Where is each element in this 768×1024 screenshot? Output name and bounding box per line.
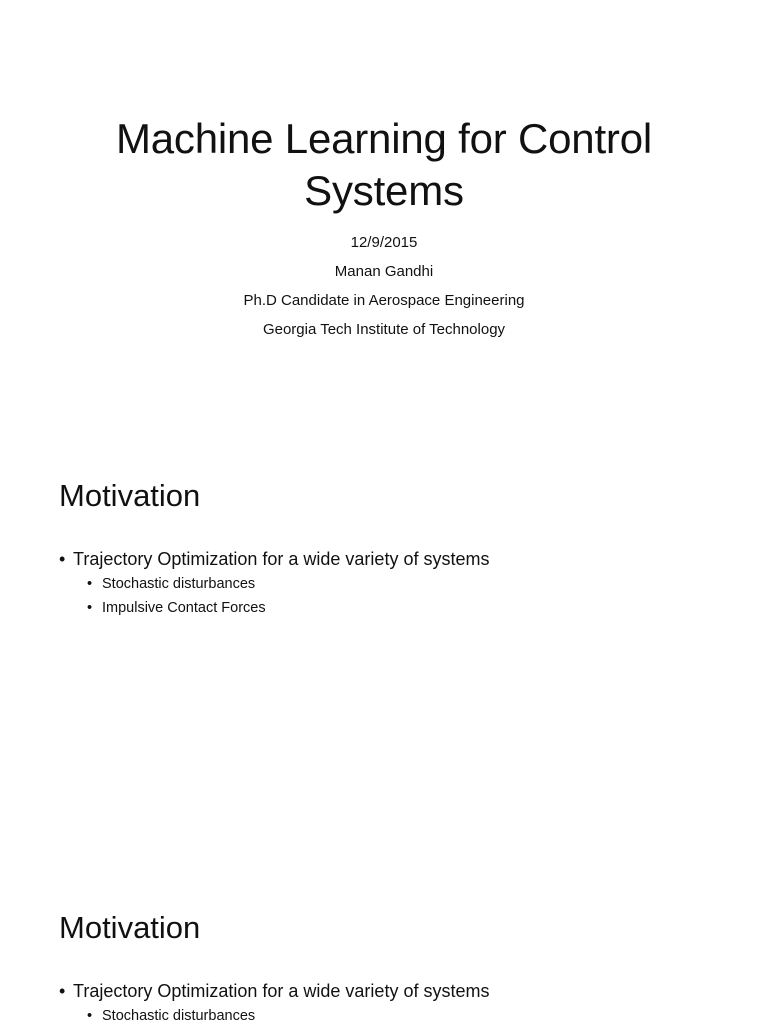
author-institution: Georgia Tech Institute of Technology bbox=[262, 321, 506, 338]
slide-heading: Motivation bbox=[59, 910, 201, 945]
bullet-text: Trajectory Optimization for a wide variety of systems bbox=[73, 549, 490, 569]
title-line-2: Systems bbox=[304, 167, 464, 214]
author-name: Manan Gandhi bbox=[334, 263, 434, 280]
slide-title bbox=[40, 113, 728, 217]
sub-bullet-item: • Impulsive Contact Forces bbox=[87, 596, 489, 620]
sub-bullet-list bbox=[73, 1004, 489, 1024]
bullet-list bbox=[59, 978, 489, 1024]
presentation-date: 12/9/2015 bbox=[350, 234, 418, 251]
bullet-item bbox=[59, 978, 489, 1024]
slide-heading: Motivation bbox=[59, 478, 201, 513]
author-position: Ph.D Candidate in Aerospace Engineering bbox=[243, 292, 525, 309]
sub-bullet-list bbox=[73, 572, 489, 620]
title-slide bbox=[0, 0, 768, 432]
title-line-1: Machine Learning for Control bbox=[115, 115, 653, 162]
sub-bullet-item: • Stochastic disturbances bbox=[87, 572, 489, 596]
motivation-slide bbox=[0, 432, 768, 864]
motivation-slide bbox=[0, 864, 768, 1024]
bullet-text: Trajectory Optimization for a wide variety of systems bbox=[73, 981, 490, 1001]
sub-bullet-item: • Stochastic disturbances bbox=[87, 1004, 489, 1024]
bullet-list bbox=[59, 546, 489, 620]
bullet-item bbox=[59, 546, 489, 620]
title-meta bbox=[0, 228, 768, 344]
